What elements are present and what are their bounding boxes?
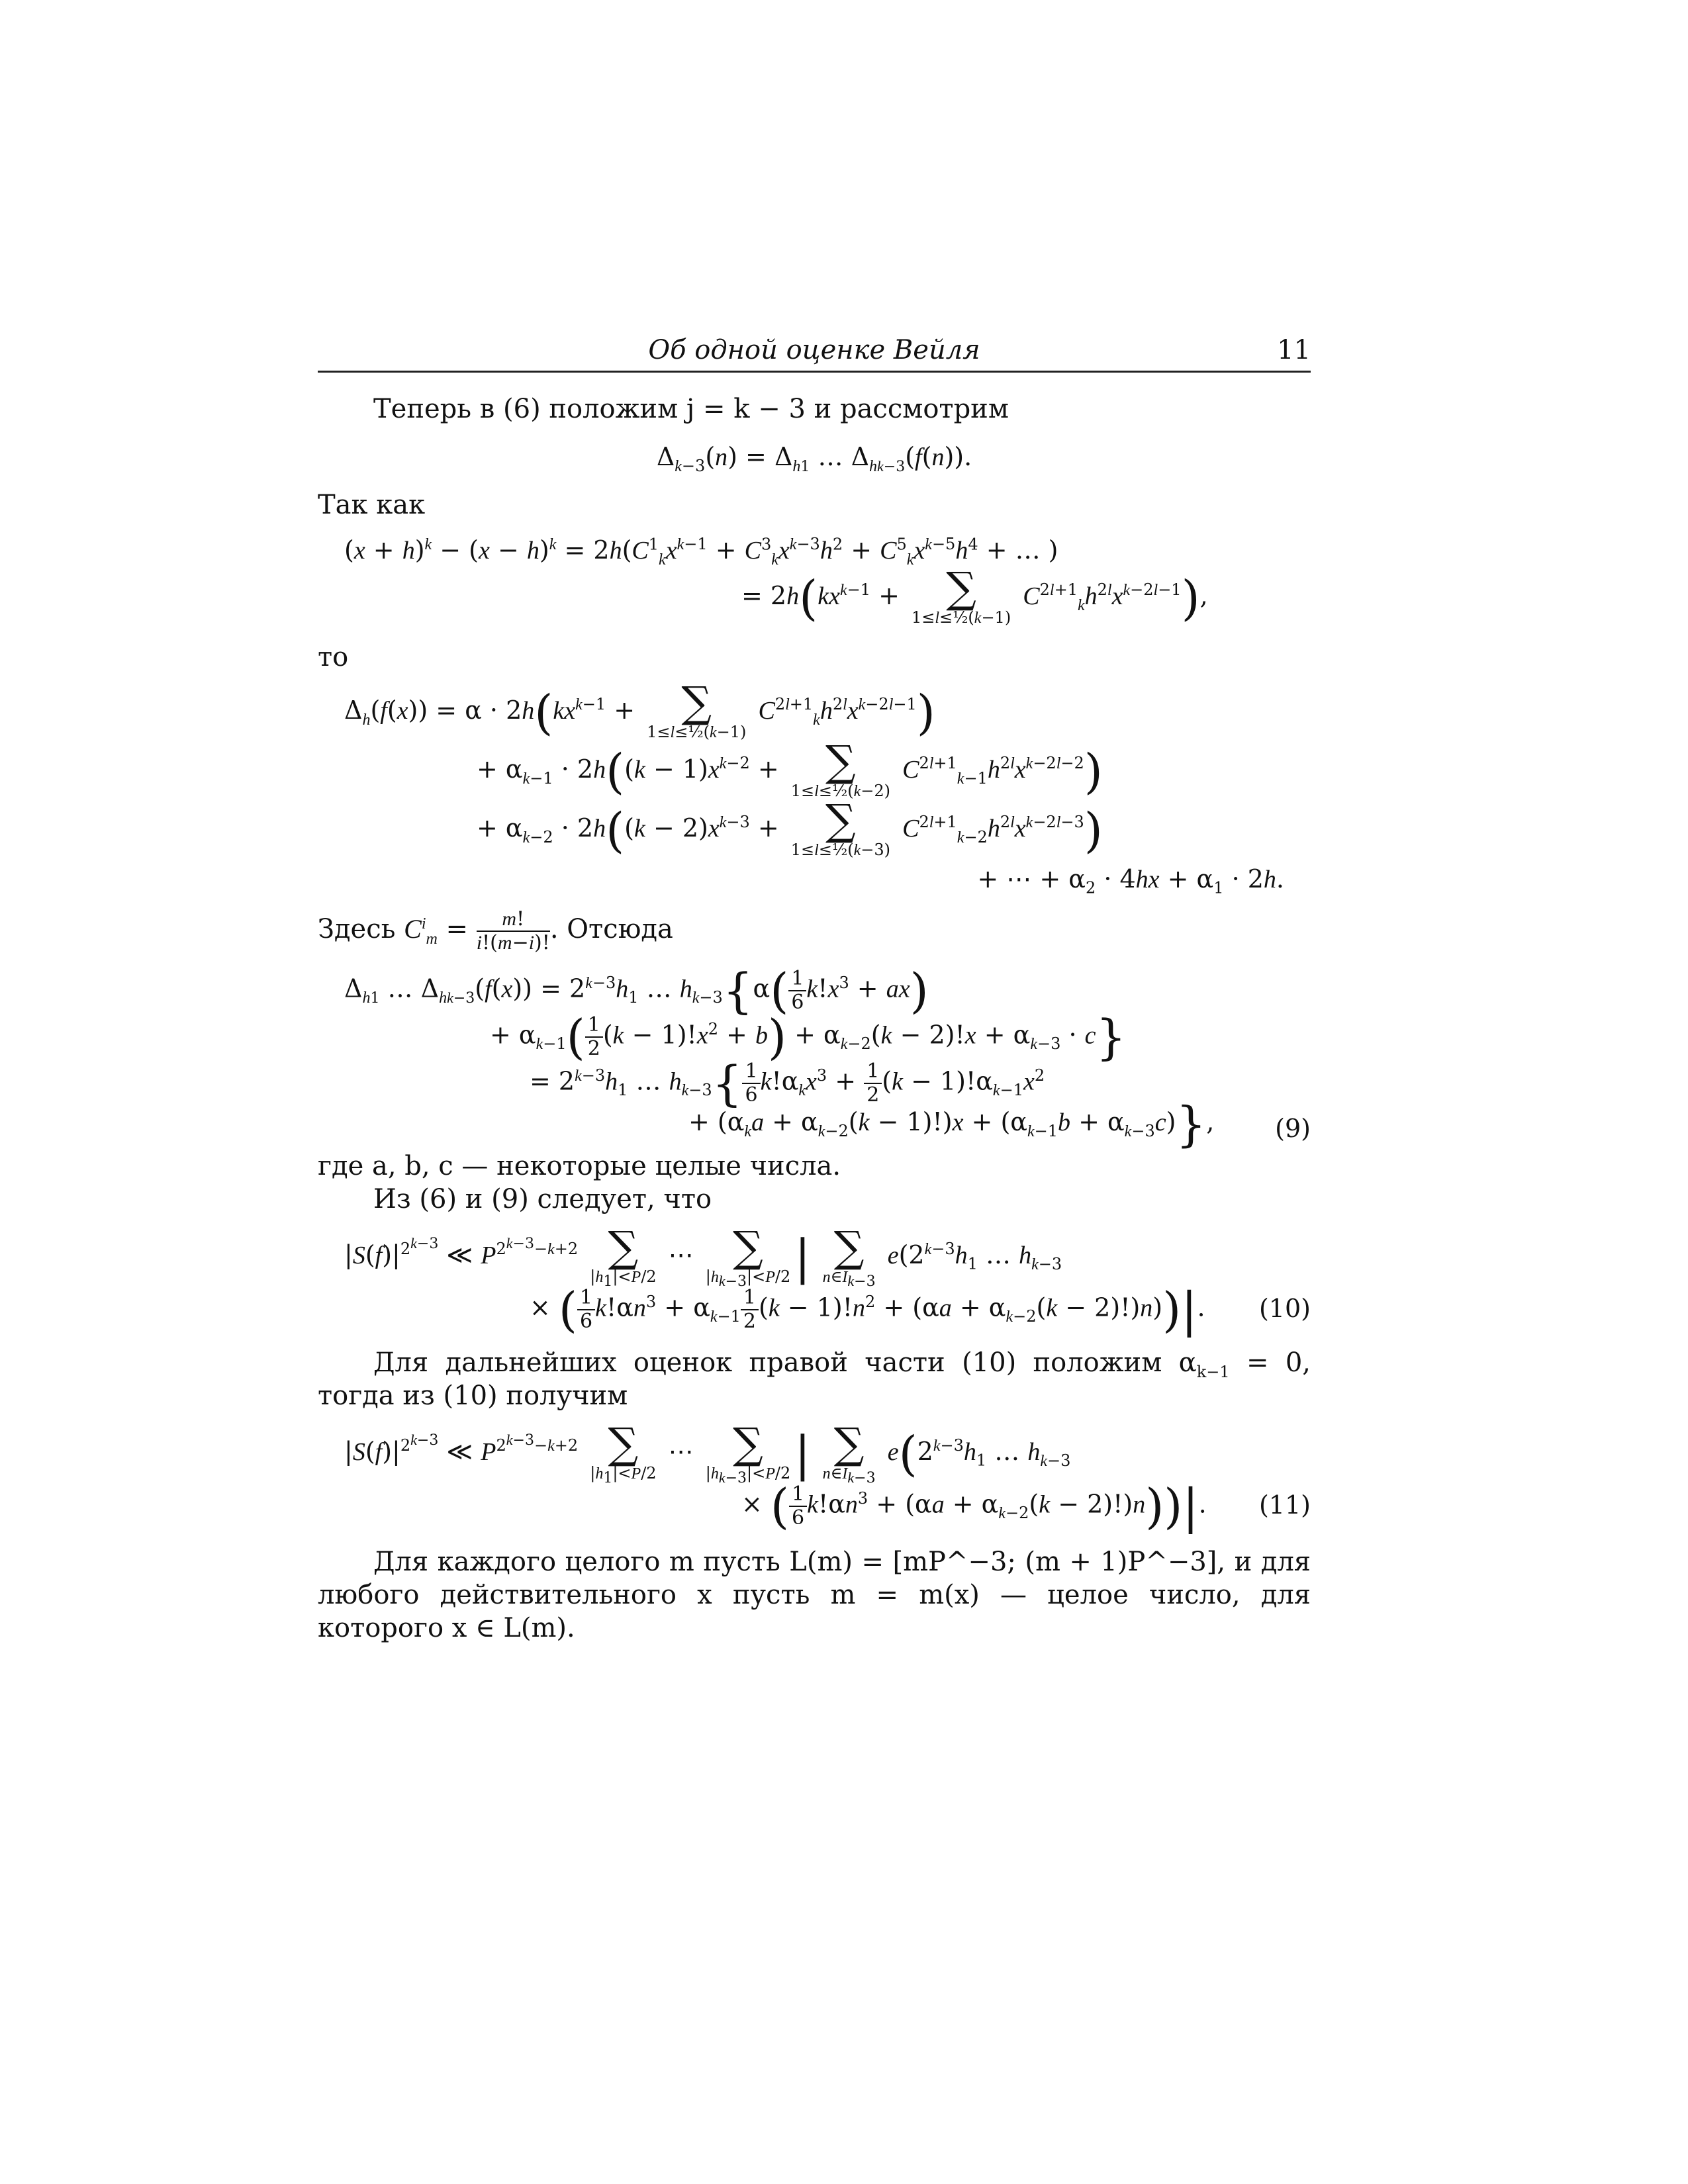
- paragraph-2: Так как: [318, 490, 426, 520]
- equation-11-line1: $|S(f)|^{2^{k-3}}$ ≪ $P^{2^{k-3}-k+2}$ ∑ $|h_1|<P/2$ ⋯ ∑ $|h_{k-3}|<P/2$ | ∑ $n\in I_{k-3}$ $e(2^{k-3}h_1$ … $h_{k-3}$: [344, 1420, 1071, 1486]
- equation-9-line2: + $\alpha_{k-1}$( $\frac{1}{2}$ $(k - 1)!x^2 + b) + \alpha_{k-2}(k - 2)!x + \alpha_{k-3} \cdot c$}: [490, 1009, 1127, 1065]
- equation-binomial-line1: $(x + h)^k - (x - h)^k = 2h(C^1_kx^{k-1} + C^3_kx^{k-3}h^2 + C^5_kx^{k-5}h^4$ + … ): [344, 535, 1058, 569]
- equation-11-line2: × ( $\frac{1}{6}$ $k!\alpha n^3 + (\alpha a + \alpha_{k-2}(k - 2)!)n))|$. (11): [741, 1479, 1311, 1534]
- equation-deltah-line4: + ⋯ + $\alpha_2 \cdot 4hx + \alpha_1 \cdot 2h$.: [977, 864, 1284, 897]
- running-title: Об одной оценке Вейля: [648, 335, 980, 365]
- running-header: [318, 331, 1311, 373]
- paragraph-7: [318, 1346, 1311, 1412]
- paragraph-4-prefix: Здесь: [318, 914, 396, 944]
- paragraph-4: Здесь $C^i_m$ = $\frac{m!}{i!(m-i)!}$ . Отсюда: [318, 907, 673, 954]
- paragraph-6: Из (6) и (9) следует, что: [373, 1184, 712, 1214]
- equation-number-10: (10): [1258, 1294, 1311, 1323]
- paragraph-5: где a, b, c — некоторые целые числа.: [318, 1151, 841, 1181]
- equation-9-line4: + $(\alpha_ka + \alpha_{k-2}(k - 1)!)x + (\alpha_{k-1}b + \alpha_{k-3}c)$}, (9): [688, 1096, 1311, 1152]
- page-number: 11: [1277, 335, 1311, 365]
- equation-deltah-line3: + $\alpha_{k-2} \cdot 2h((k - 2)x^{k-3}$ + ∑ 1≤l≤½(k−3) $C^{2l+1}_{k-2}h^{2l}x^{k-2l-3}$): [477, 796, 1103, 859]
- equation-10-line2: × ( $\frac{1}{6}$ $k!\alpha n^3 + \alpha_{k-1}$ $\frac{1}{2}$ $(k - 1)!n^2 + (\alpha a + \alpha_{k-2}(k - 2)!)n))|$. (10): [530, 1282, 1311, 1338]
- paragraph-1: Теперь в (6) положим j = k − 3 и рассмотрим: [373, 394, 1009, 424]
- equation-delta: $\Delta_{k-3}(n) = \Delta_{h1}$ … $\Delta_{hk-3}(f(n))$.: [656, 442, 972, 475]
- equation-deltah-line2: + $\alpha_{k-1} \cdot 2h((k - 1)x^{k-2}$ + ∑ 1≤l≤½(k−2) $C^{2l+1}_{k-1}h^{2l}x^{k-2l-2}$): [477, 737, 1103, 800]
- paragraph-7-text: Для дальнейших оценок правой части (10) положим α: [373, 1347, 1197, 1378]
- equation-binomial-line2: = $2h(kx^{k-1}$ + ∑ 1≤l≤½(k−1) $C^{2l+1}_kh^{2l}x^{k-2l-1}$),: [741, 564, 1208, 627]
- equation-deltah-line1: $\Delta_h(f(x)) = \alpha \cdot 2h(kx^{k-1}$ + ∑ 1≤l≤½(k−1) $C^{2l+1}_kh^{2l}x^{k-2l-1}$): [344, 678, 935, 741]
- paragraph-7-end: = 0, тогда из (10) получим: [318, 1347, 1311, 1411]
- paragraph-8: Для каждого целого m пусть L(m) = [mP^−3; (m + 1)P^−3], и для любого действительного x пусть m = m(x) — целое число, для которого x ∈ L(m).: [318, 1547, 1311, 1643]
- paragraph-7-sub: k−1: [1196, 1363, 1230, 1381]
- paper-page: [318, 331, 1311, 1645]
- equation-number-9: (9): [1275, 1114, 1311, 1143]
- equation-9-line3: = $2^{k-3}h_1$ … $h_{k-3}${ $\frac{1}{6}$ $k!\alpha_kx^3$ + $\frac{1}{2}$ $(k - 1)!\alpha_{k-1}x^2$: [530, 1056, 1045, 1111]
- equation-10-line1: $|S(f)|^{2^{k-3}}$ ≪ $P^{2^{k-3}-k+2}$ ∑ $|h_1|<P/2$ ⋯ ∑ $|h_{k-3}|<P/2$ | ∑ $n\in I_{k-3}$ $e(2^{k-3}h_1$ … $h_{k-3}$: [344, 1223, 1062, 1290]
- paragraph-4-suffix: . Отсюда: [549, 914, 673, 944]
- equation-9-line1: $\Delta_{h1}$ … $\Delta_{hk-3}(f(x)) = 2^{k-3}h_1$ … $h_{k-3}\{\alpha$( $\frac{1}{6}$ $k!x^3 + ax$): [344, 963, 929, 1019]
- equation-number-11: (11): [1258, 1490, 1311, 1520]
- paragraph-3: то: [318, 642, 349, 672]
